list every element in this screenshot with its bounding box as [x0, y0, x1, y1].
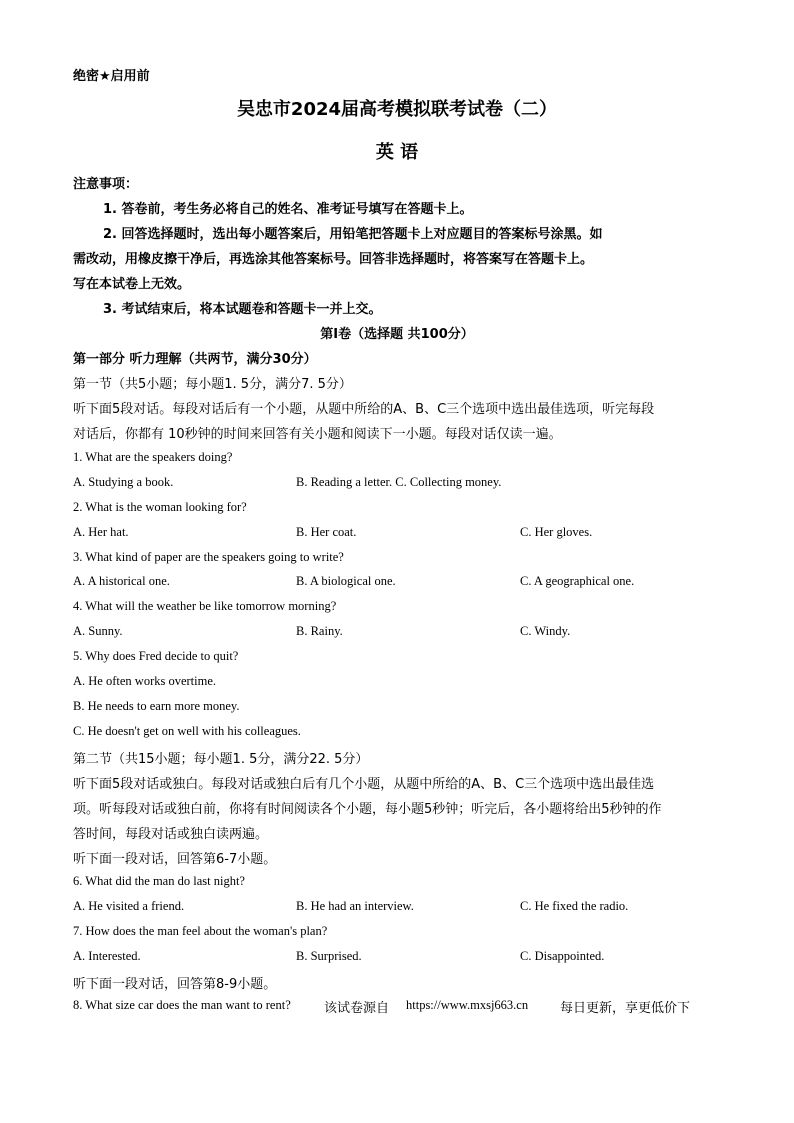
question-5-option-b: B. He needs to earn more money. — [73, 699, 240, 713]
question-4-option-b: B. Rainy. — [296, 624, 343, 638]
notice-item-3: 3. 考试结束后，将本试题卷和答题卡一并上交。 — [103, 302, 382, 317]
question-7-option-a: A. Interested. — [73, 949, 141, 963]
question-2-option-a: A. Her hat. — [73, 525, 129, 539]
question-4-option-a: A. Sunny. — [73, 624, 123, 638]
question-5-stem: 5. Why does Fred decide to quit? — [73, 649, 239, 663]
part1-title: 第一部分 听力理解（共两节，满分30分） — [73, 352, 317, 367]
section2-instruction-line-1: 听下面5段对话或独白。每段对话或独白后有几个小题，从题中所给的A、B、C三个选项中选出最佳选 — [73, 777, 655, 792]
section2-title: 第二节（共15小题；每小题1. 5分，满分22. 5分） — [73, 752, 369, 767]
question-3-option-c: C. A geographical one. — [520, 574, 635, 588]
question-7-option-c: C. Disappointed. — [520, 949, 605, 963]
question-5-option-c: C. He doesn't get on well with his colleagues. — [73, 724, 301, 738]
question-2-option-b: B. Her coat. — [296, 525, 357, 539]
question-2-option-c: C. Her gloves. — [520, 525, 593, 539]
exam-title: 吴忠市2024届高考模拟联考试卷（二） — [236, 99, 558, 120]
question-4-stem: 4. What will the weather be like tomorrow morning? — [73, 599, 337, 613]
source-note: 该试卷源自 — [324, 1001, 390, 1016]
question-6-option-c: C. He fixed the radio. — [520, 899, 629, 913]
question-8-stem: 8. What size car does the man want to rent? — [73, 998, 291, 1012]
question-7-option-b: B. Surprised. — [296, 949, 362, 963]
question-2-stem: 2. What is the woman looking for? — [73, 500, 247, 514]
question-1-options-bc: B. Reading a letter. C. Collecting money. — [296, 475, 502, 489]
confidential-label: 绝密★启用前 — [73, 69, 150, 84]
notice-item-2-line-2: 需改动，用橡皮擦干净后，再选涂其他答案标号。回答非选择题时，将答案写在答题卡上。 — [73, 252, 594, 267]
section1-title: 第一节（共5小题；每小题1. 5分，满分7. 5分） — [73, 377, 352, 392]
question-3-option-a: A. A historical one. — [73, 574, 170, 588]
dialog-8-9-instruction: 听下面一段对话，回答第8-9小题。 — [73, 977, 277, 992]
section1-instruction-line-2: 对话后，你都有 10秒钟的时间来回答有关小题和阅读下一小题。每段对话仅读一遍。 — [73, 427, 562, 442]
notice-heading: 注意事项： — [73, 177, 139, 192]
section2-instruction-line-2: 项。听每段对话或独白前，你将有时间阅读各个小题，每小题5秒钟；听完后，各小题将给出5秒钟的作 — [73, 802, 662, 817]
source-tail-note: 每日更新，享更低价下 — [560, 1001, 691, 1016]
section1-instruction-line-1: 听下面5段对话。每段对话后有一个小题，从题中所给的A、B、C三个选项中选出最佳选项，听完每段 — [73, 402, 655, 417]
dialog-6-7-instruction: 听下面一段对话，回答第6-7小题。 — [73, 852, 277, 867]
notice-item-2-line-1: 2. 回答选择题时，选出每小题答案后，用铅笔把答题卡上对应题目的答案标号涂黑。如 — [103, 227, 603, 242]
question-1-stem: 1. What are the speakers doing? — [73, 450, 233, 464]
question-1-option-a: A. Studying a book. — [73, 475, 174, 489]
notice-item-2-line-3: 写在本试卷上无效。 — [73, 277, 191, 292]
notice-item-1: 1. 答卷前，考生务必将自己的姓名、准考证号填写在答题卡上。 — [103, 202, 473, 217]
question-6-stem: 6. What did the man do last night? — [73, 874, 245, 888]
subject-title: 英 语 — [375, 142, 419, 163]
question-3-stem: 3. What kind of paper are the speakers going to write? — [73, 550, 344, 564]
question-4-option-c: C. Windy. — [520, 624, 571, 638]
question-6-option-a: A. He visited a friend. — [73, 899, 185, 913]
section2-instruction-line-3: 答时间，每段对话或独白读两遍。 — [73, 827, 269, 842]
volume-title: 第Ⅰ卷（选择题 共100分） — [320, 327, 474, 342]
source-url-link[interactable]: https://www.mxsj663.cn — [406, 998, 529, 1012]
question-3-option-b: B. A biological one. — [296, 574, 396, 588]
question-5-option-a: A. He often works overtime. — [73, 674, 217, 688]
question-6-option-b: B. He had an interview. — [296, 899, 414, 913]
question-7-stem: 7. How does the man feel about the woman's plan? — [73, 924, 328, 938]
